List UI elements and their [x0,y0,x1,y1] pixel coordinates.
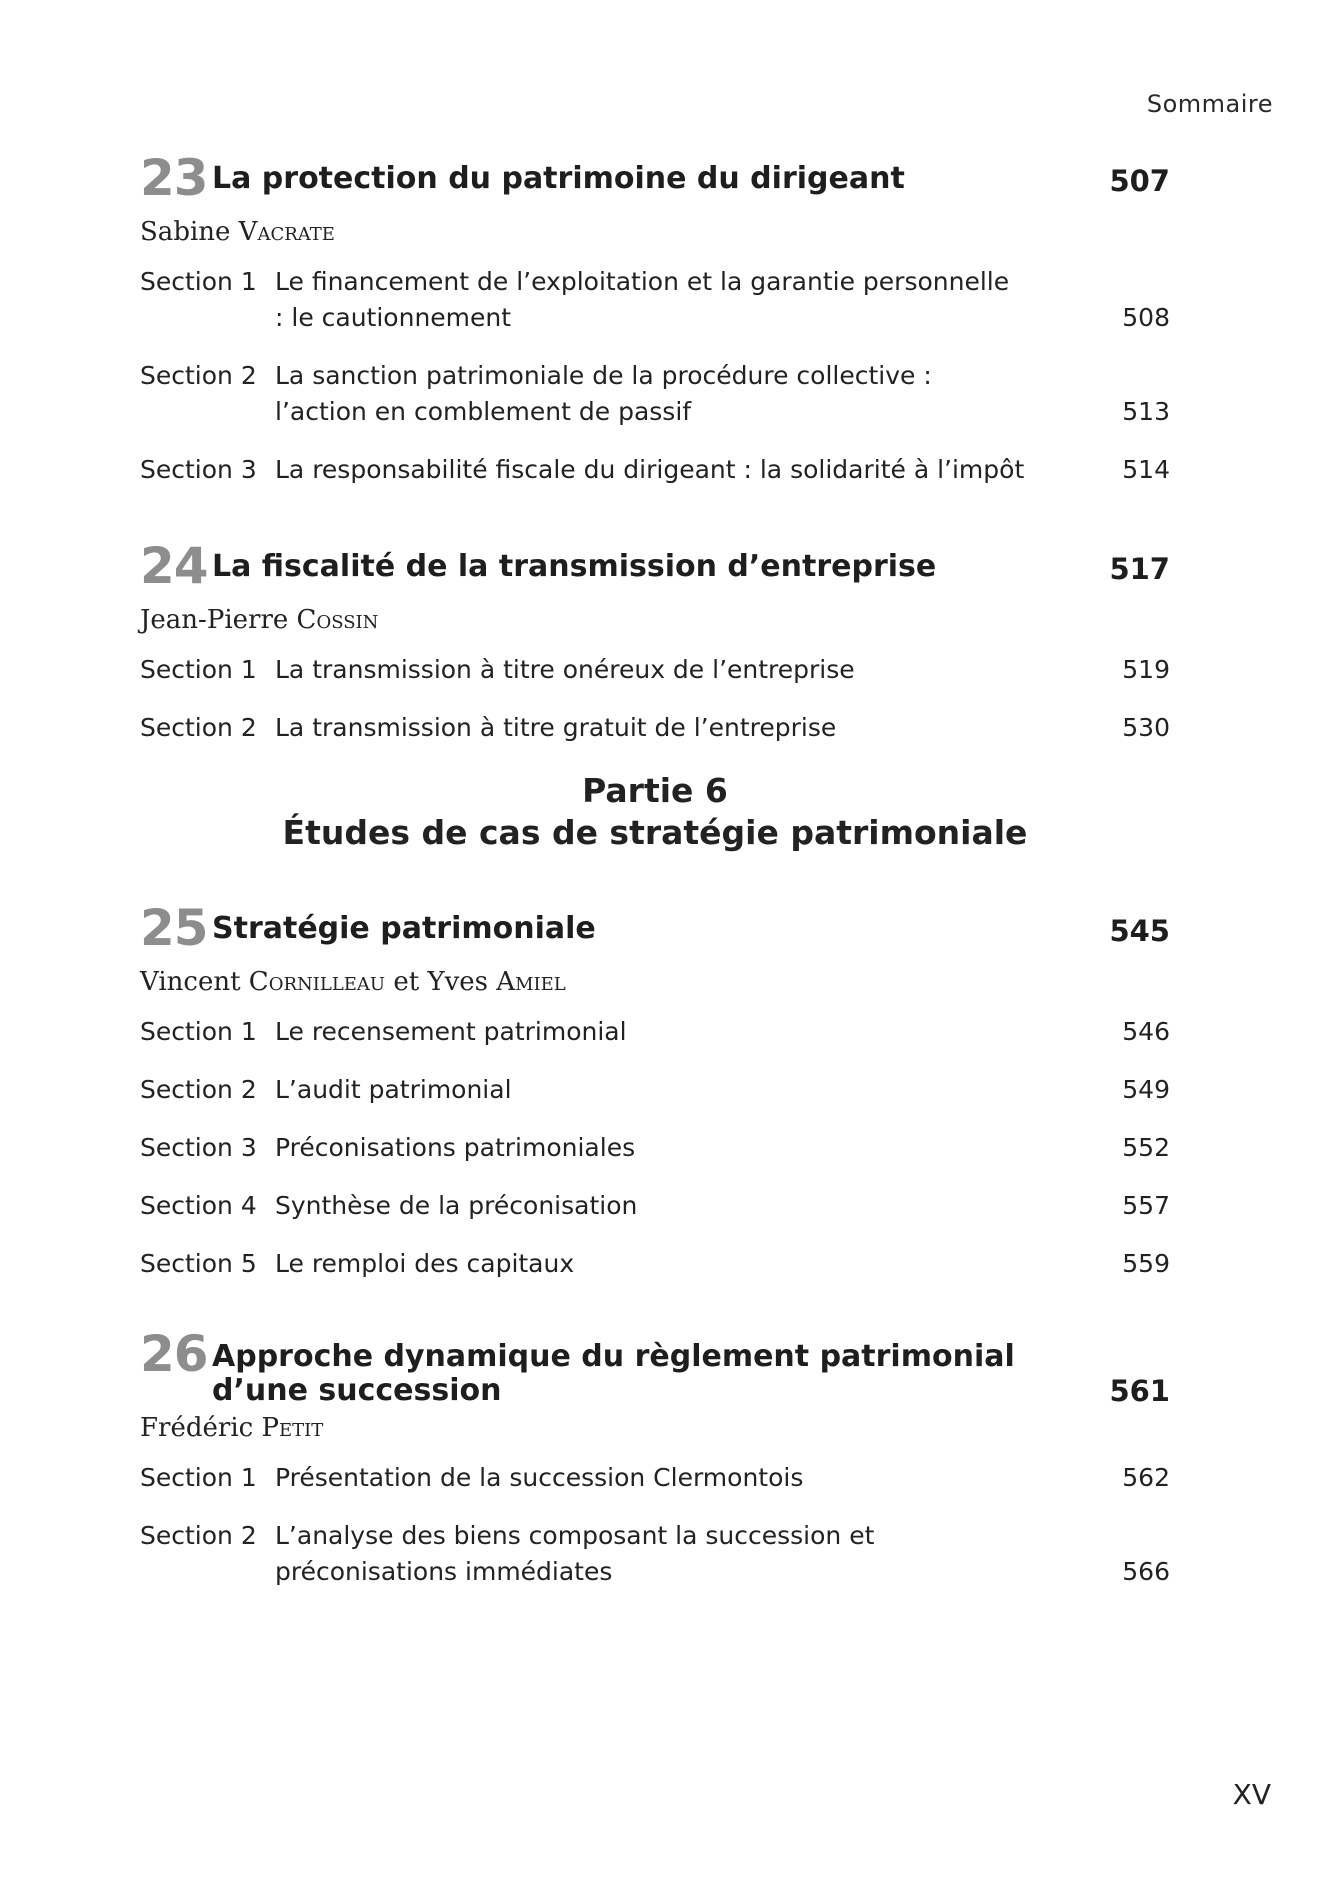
part-title: Études de cas de stratégie patrimoniale [282,813,1028,852]
chapter-author [140,214,1170,250]
section-label: Section 3 [140,1133,257,1162]
section-entry [140,1072,1170,1108]
chapter-title-line-2: d’une succession [212,1373,502,1408]
section-list [140,1014,1170,1282]
chapter-heading [140,1325,1170,1408]
table-of-contents [140,150,1170,1612]
section-label: Section 2 [140,1521,257,1550]
section-label: Section 3 [140,455,257,484]
section-page: 562 [1122,1463,1170,1492]
section-entry [140,1460,1170,1496]
section-page: 559 [1122,1249,1170,1278]
author-last-name: Cossin [296,605,379,635]
section-entry [140,710,1170,746]
chapter-page: 507 [1109,164,1170,198]
section-page: 546 [1122,1017,1170,1046]
author-first-name: Frédéric [140,1413,262,1443]
author-first-name: Vincent [140,967,249,997]
section-title: L’analyse des biens composant la succession et préconisations immédiates [275,1521,875,1586]
author-last-name: Petit [261,1413,324,1443]
section-page: 557 [1122,1191,1170,1220]
author-join: et Yves [385,967,497,997]
chapter-25 [140,900,1170,1282]
section-title: Le recensement patrimonial [275,1017,627,1046]
author-last-name-2: Amiel [496,967,566,997]
chapter-author [140,602,1170,638]
chapter-title [212,1340,1015,1408]
section-entry [140,1246,1170,1282]
section-title: Le remploi des capitaux [275,1249,575,1278]
section-page: 549 [1122,1075,1170,1104]
chapter-23 [140,150,1170,488]
page-number: XV [1232,1778,1271,1811]
section-entry [140,1188,1170,1224]
part-heading [140,770,1170,854]
section-label: Section 2 [140,713,257,742]
author-last-name: Vacrate [238,217,335,247]
chapter-title: La protection du patrimoine du dirigeant [212,161,905,196]
chapter-page: 545 [1109,914,1170,948]
chapter-heading [140,900,1170,956]
chapter-heading [140,538,1170,594]
section-title: Préconisations patrimoniales [275,1133,636,1162]
section-entry [140,358,1170,430]
section-label: Section 2 [140,361,257,390]
running-head: Sommaire [1146,90,1273,118]
section-title: Synthèse de la préconisation [275,1191,638,1220]
chapter-page: 561 [1109,1374,1170,1408]
section-title: La transmission à titre onéreux de l’entreprise [275,655,855,684]
chapter-number: 24 [140,537,208,595]
section-entry [140,452,1170,488]
section-label: Section 4 [140,1191,257,1220]
section-page: 513 [1122,397,1170,426]
chapter-26 [140,1326,1170,1590]
section-page: 508 [1122,303,1170,332]
section-label: Section 1 [140,1017,257,1046]
part-label: Partie 6 [582,771,728,810]
section-page: 566 [1122,1557,1170,1586]
section-page: 514 [1122,455,1170,484]
section-entry [140,1130,1170,1166]
section-title: Présentation de la succession Clermontois [275,1463,804,1492]
author-first-name: Sabine [140,217,239,247]
author-first-name: Jean-Pierre [140,605,297,635]
section-title: La responsabilité fiscale du dirigeant : la solidarité à l’impôt [275,455,1025,484]
section-entry [140,1518,1170,1590]
chapter-number: 26 [140,1325,208,1383]
section-entry [140,652,1170,688]
section-title: Le financement de l’exploitation et la garantie personnelle : le cautionnement [275,267,1010,332]
section-label: Section 5 [140,1249,257,1278]
section-entry [140,264,1170,336]
chapter-title: Stratégie patrimoniale [212,911,596,946]
section-label: Section 2 [140,1075,257,1104]
section-list [140,652,1170,746]
chapter-heading [140,150,1170,206]
chapter-page: 517 [1109,552,1170,586]
chapter-24 [140,538,1170,746]
chapter-number: 23 [140,149,208,207]
section-page: 552 [1122,1133,1170,1162]
section-label: Section 1 [140,267,257,296]
chapter-title: La fiscalité de la transmission d’entreprise [212,549,937,584]
section-label: Section 1 [140,1463,257,1492]
section-title: L’audit patrimonial [275,1075,512,1104]
section-label: Section 1 [140,655,257,684]
chapter-author [140,1410,1170,1446]
section-title: La sanction patrimoniale de la procédure collective : l’action en comblement de passif [275,361,932,426]
chapter-title-line-1: Approche dynamique du règlement patrimonial [212,1339,1015,1374]
chapter-author [140,964,1170,1000]
section-list [140,264,1170,488]
section-list [140,1460,1170,1590]
author-last-name: Cornilleau [248,967,386,997]
section-title: La transmission à titre gratuit de l’entreprise [275,713,837,742]
section-page: 519 [1122,655,1170,684]
section-page: 530 [1122,713,1170,742]
section-entry [140,1014,1170,1050]
chapter-number: 25 [140,899,208,957]
